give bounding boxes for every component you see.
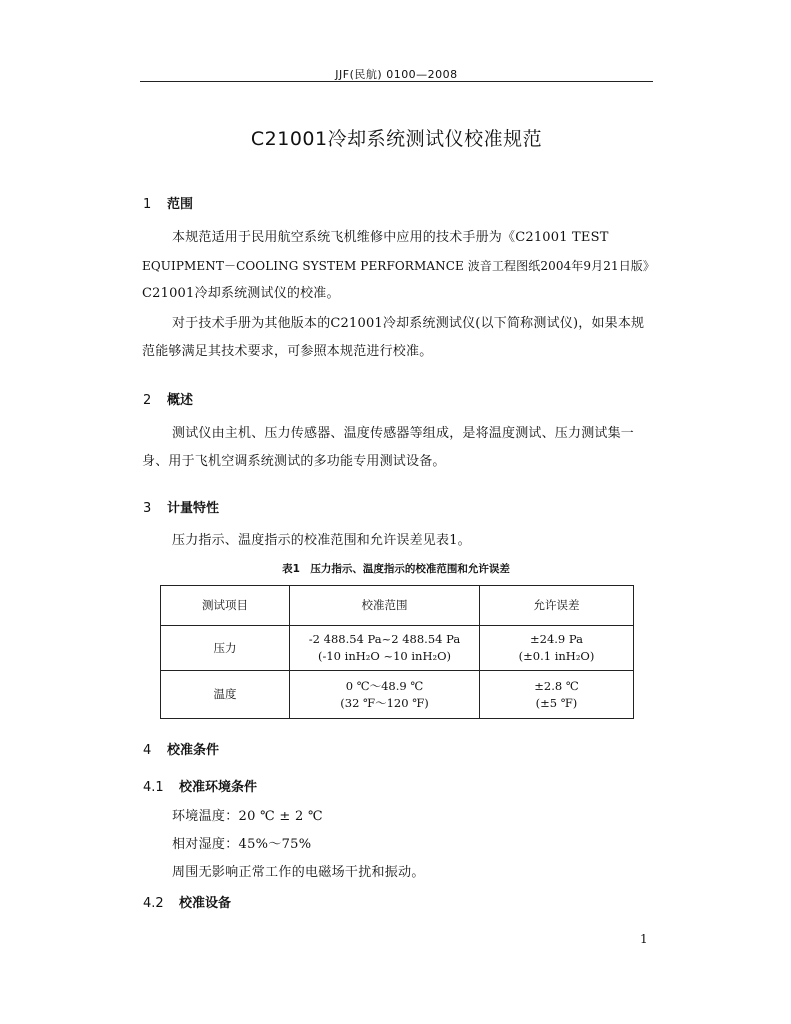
table-cell-error (480, 671, 634, 719)
section-title: 校准环境条件 (179, 780, 258, 795)
section-3-paragraph-1: 压力指示、温度指示的校准范围和允许误差见表1。 (172, 533, 471, 548)
table-cell-item: 压力 (161, 626, 290, 671)
table-header-row (161, 586, 634, 626)
section-number: 1 (143, 197, 152, 212)
section-title: 计量特性 (167, 501, 220, 516)
page-number: 1 (640, 932, 648, 946)
section-1-paragraph-2: 对于技术手册为其他版本的C21001冷却系统测试仪(以下简称测试仪)，如果本规范能够满足其技术要求，可参照本规范进行校准。 (142, 316, 645, 359)
section-number: 3 (143, 501, 152, 516)
text-line: EQUIPMENT－COOLING SYSTEM PERFORMANCE 波音工程图纸2004年9月21日版》 (142, 259, 655, 273)
section-4-1-heading (143, 776, 257, 795)
range-line: -2 488.54 Pa~2 488.54 Pa (308, 632, 461, 646)
env-interference-line: 周围无影响正常工作的电磁场干扰和振动。 (172, 865, 425, 880)
section-2-heading (143, 389, 193, 408)
section-2-paragraph-1: 测试仪由主机、压力传感器、温度传感器等组成，是将温度测试、压力测试集一身、用于飞机空调系统测试的多功能专用测试设备。 (142, 426, 635, 469)
table-caption: 表1 压力指示、温度指示的校准范围和允许误差 (282, 563, 510, 575)
error-line: ±2.8 ℃ (534, 678, 579, 693)
section-4-heading (143, 739, 219, 758)
section-1-heading (143, 193, 193, 212)
section-1-paragraph-1 (142, 224, 654, 308)
header-rule (140, 81, 653, 82)
error-line: (±0.1 inH₂O) (518, 649, 595, 663)
section-title: 范围 (167, 197, 194, 212)
table-header-cell: 测试项目 (161, 586, 290, 626)
table-header-cell: 校准范围 (290, 586, 480, 626)
table-cell-range (290, 671, 480, 719)
running-header: JJF(民航) 0100—2008 (335, 68, 458, 81)
table-cell-error (480, 626, 634, 671)
range-line: (-10 inH₂O ~10 inH₂O) (317, 649, 452, 663)
section-title: 校准设备 (179, 896, 232, 911)
section-number: 4 (143, 743, 152, 758)
table-header-cell: 允许误差 (480, 586, 634, 626)
table-row (161, 626, 634, 671)
range-line: (32 ℉～120 ℉) (340, 695, 429, 710)
section-number: 4.1 (143, 780, 164, 795)
env-temperature-line: 环境温度：20 ℃ ± 2 ℃ (172, 809, 323, 824)
section-4-2-heading (143, 892, 231, 911)
section-3-heading (143, 497, 219, 516)
table-row (161, 671, 634, 719)
section-number: 4.2 (143, 896, 164, 911)
text-line: C21001冷却系统测试仪的校准。 (142, 286, 340, 301)
error-line: ±24.9 Pa (530, 632, 583, 646)
env-humidity-line: 相对湿度：45%～75% (172, 837, 312, 852)
section-number: 2 (143, 393, 152, 408)
document-title: C21001冷却系统测试仪校准规范 (250, 128, 543, 150)
table-cell-range (290, 626, 480, 671)
range-line: 0 ℃～48.9 ℃ (345, 678, 424, 693)
table-cell-item: 温度 (161, 671, 290, 719)
error-line: (±5 ℉) (535, 695, 578, 710)
section-title: 概述 (167, 393, 194, 408)
text-line: 本规范适用于民用航空系统飞机维修中应用的技术手册为《C21001 TEST (172, 230, 609, 245)
calibration-table (160, 585, 634, 719)
section-title: 校准条件 (167, 743, 220, 758)
